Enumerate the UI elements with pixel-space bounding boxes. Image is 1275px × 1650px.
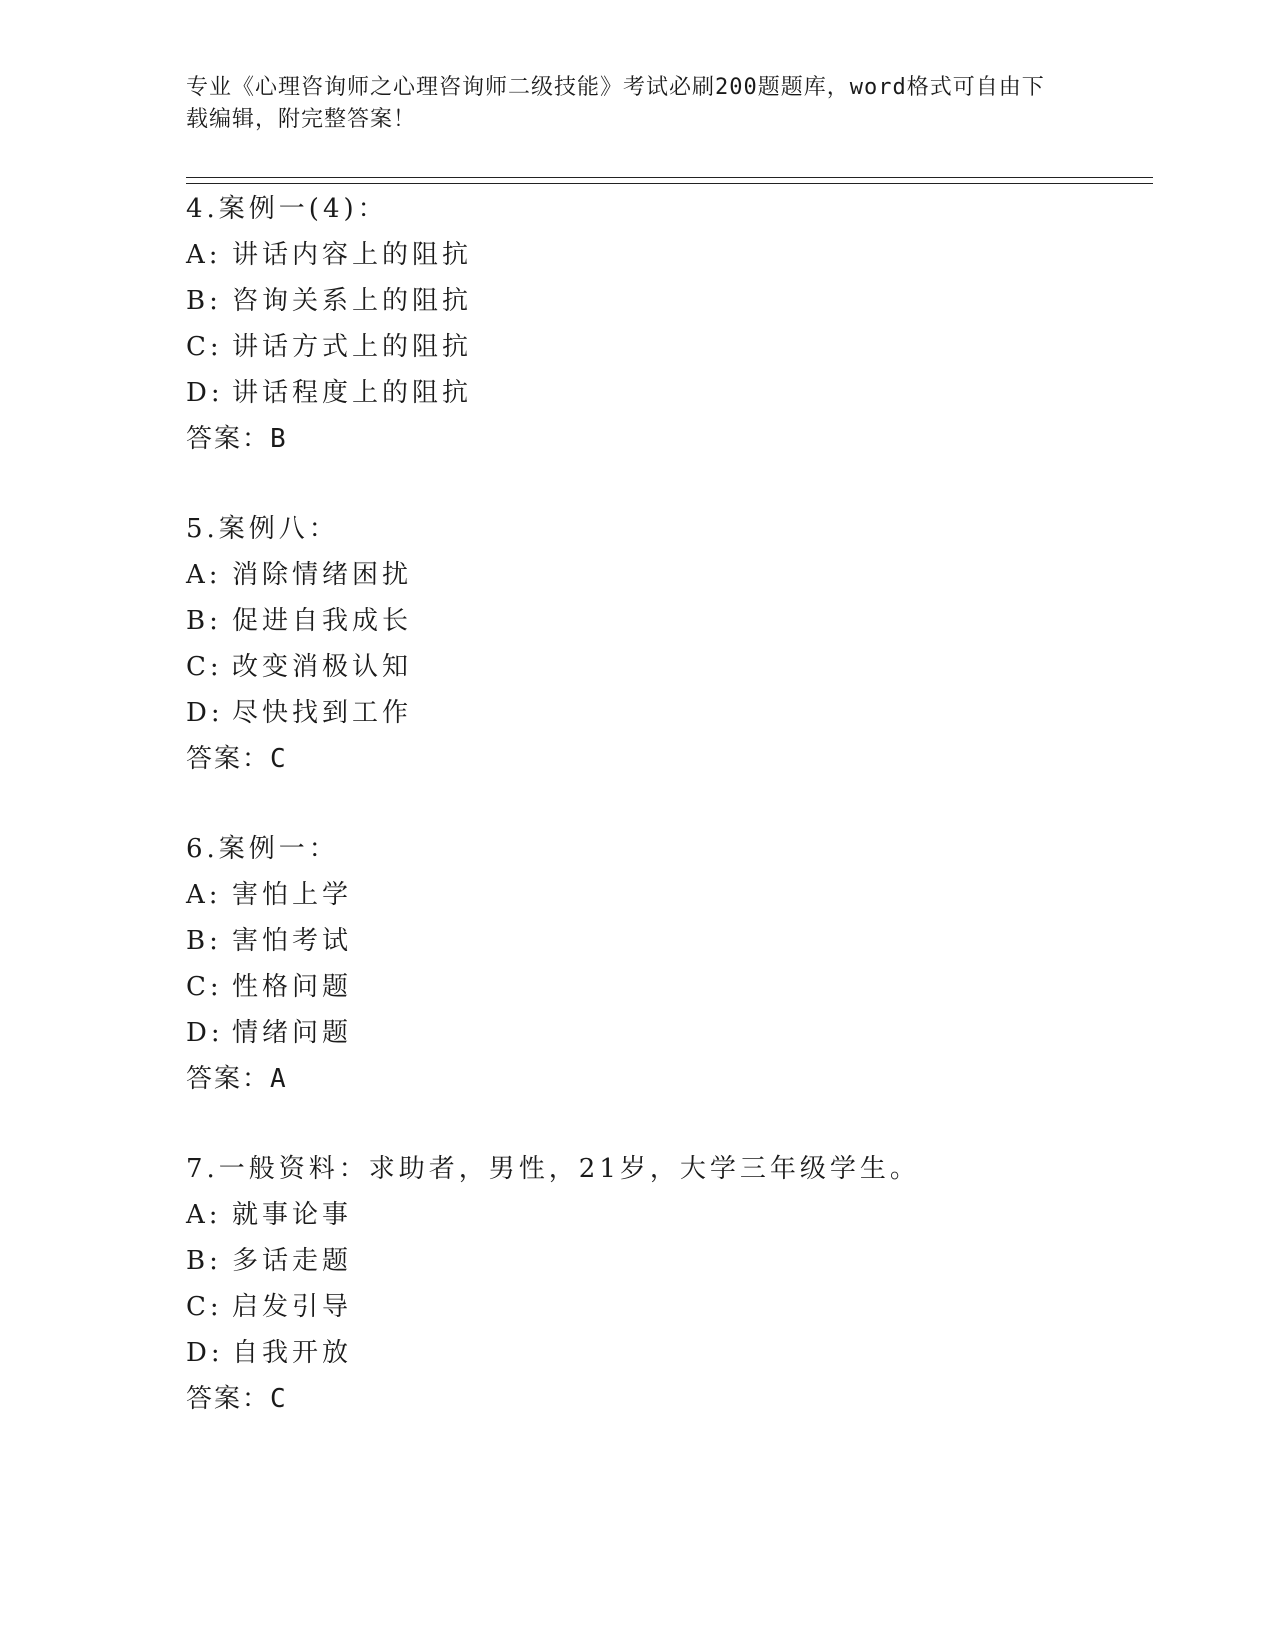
option-text: 尽快找到工作	[232, 698, 413, 728]
header-divider-bottom	[186, 183, 1153, 184]
option-b	[186, 278, 1146, 324]
answer-line: 答案：C	[186, 1384, 288, 1414]
option-letter: B:	[186, 286, 222, 316]
option-text: 讲话程度上的阻抗	[232, 378, 473, 408]
option-text: 害怕考试	[232, 926, 353, 956]
option-letter: B:	[186, 606, 222, 636]
option-text: 害怕上学	[232, 880, 353, 910]
option-text: 讲话方式上的阻抗	[232, 332, 473, 362]
answer-line: 答案：A	[186, 1064, 288, 1094]
option-d	[186, 1330, 1146, 1376]
question-7	[186, 1146, 1146, 1422]
option-d	[186, 690, 1146, 736]
option-letter: C:	[186, 1292, 223, 1322]
question-stem: 4.案例一(4)：	[186, 194, 388, 224]
option-c	[186, 644, 1146, 690]
option-b	[186, 1238, 1146, 1284]
option-a	[186, 1192, 1146, 1238]
option-b	[186, 918, 1146, 964]
option-letter: A:	[186, 880, 222, 910]
option-text: 咨询关系上的阻抗	[232, 286, 473, 316]
option-text: 讲话内容上的阻抗	[232, 240, 473, 270]
option-letter: D:	[186, 698, 224, 728]
option-letter: A:	[186, 240, 222, 270]
option-c	[186, 324, 1146, 370]
question-6	[186, 826, 1146, 1102]
header-divider-top	[186, 177, 1153, 178]
option-letter: C:	[186, 332, 223, 362]
option-letter: D:	[186, 1018, 224, 1048]
option-text: 性格问题	[232, 972, 353, 1002]
question-stem: 5.案例八：	[186, 514, 339, 544]
option-text: 消除情绪困扰	[232, 560, 413, 590]
question-stem: 6.案例一：	[186, 834, 339, 864]
option-letter: A:	[186, 1200, 222, 1230]
option-d	[186, 370, 1146, 416]
option-d	[186, 1010, 1146, 1056]
question-4	[186, 186, 1146, 462]
document-header: 专业《心理咨询师之心理咨询师二级技能》考试必刷200题题库，word格式可自由下载编辑，附完整答案！	[186, 75, 1045, 132]
option-text: 就事论事	[232, 1200, 353, 1230]
option-letter: D:	[186, 378, 224, 408]
option-text: 自我开放	[232, 1338, 353, 1368]
option-letter: B:	[186, 1246, 222, 1276]
option-letter: B:	[186, 926, 222, 956]
option-c	[186, 1284, 1146, 1330]
answer-line: 答案：B	[186, 424, 288, 454]
option-letter: C:	[186, 972, 223, 1002]
option-text: 启发引导	[232, 1292, 353, 1322]
option-text: 情绪问题	[232, 1018, 353, 1048]
option-c	[186, 964, 1146, 1010]
option-letter: D:	[186, 1338, 224, 1368]
option-a	[186, 552, 1146, 598]
question-5	[186, 506, 1146, 782]
option-text: 促进自我成长	[232, 606, 413, 636]
option-letter: C:	[186, 652, 223, 682]
option-a	[186, 872, 1146, 918]
answer-line: 答案：C	[186, 744, 288, 774]
option-a	[186, 232, 1146, 278]
option-text: 改变消极认知	[232, 652, 413, 682]
question-stem: 7.一般资料：求助者，男性，21岁，大学三年级学生。	[186, 1154, 920, 1184]
option-text: 多话走题	[232, 1246, 353, 1276]
option-letter: A:	[186, 560, 222, 590]
option-b	[186, 598, 1146, 644]
